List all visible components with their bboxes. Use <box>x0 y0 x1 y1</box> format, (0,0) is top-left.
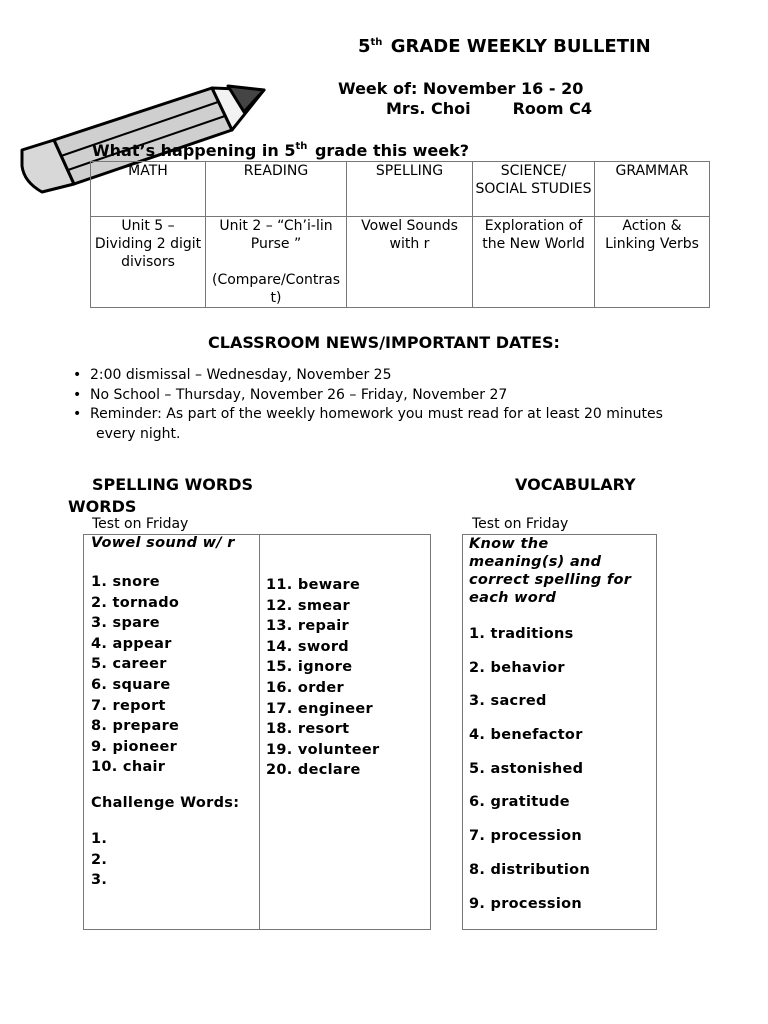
list-item: 13. repair <box>266 618 350 635</box>
list-item: 16. order <box>266 679 344 696</box>
list-item: 6. square <box>91 676 171 693</box>
spelling-subtitle: Vowel sound w/ r <box>91 535 235 551</box>
cell-grammar: Action & Linking Verbs <box>595 217 710 308</box>
cell-reading: Unit 2 – “Ch’i-lin Purse ” (Compare/Contrast) <box>206 217 347 308</box>
column-header-reading: READING <box>206 162 347 217</box>
challenge-words-label: Challenge Words: <box>91 795 240 811</box>
list-item: 9. pioneer <box>91 738 178 755</box>
spelling-heading-words: WORDS <box>68 497 137 516</box>
list-item: 2. tornado <box>91 594 180 611</box>
list-item: 3. <box>91 872 108 889</box>
vocabulary-test-note: Test on Friday <box>472 516 569 532</box>
list-item: 7. report <box>91 697 166 714</box>
list-item: 2. behavior <box>469 659 565 676</box>
column-header-math: MATH <box>91 162 206 217</box>
spelling-heading: SPELLING WORDS <box>92 475 253 494</box>
teacher-room: Mrs. Choi Room C4 <box>386 99 593 118</box>
column-header-grammar: GRAMMAR <box>595 162 710 217</box>
list-item: 1. snore <box>91 574 160 590</box>
list-item: • Reminder: As part of the weekly homework you must read for at least 20 minutes every night. <box>70 405 720 444</box>
list-item: 1. <box>91 831 108 847</box>
table-header-row <box>91 162 710 217</box>
vocabulary-heading: VOCABULARY <box>515 475 636 494</box>
list-item: 3. spare <box>91 615 160 632</box>
list-item: 6. gratitude <box>469 794 570 811</box>
column-header-spelling: SPELLING <box>347 162 473 217</box>
list-item: 19. volunteer <box>266 741 380 758</box>
vocabulary-list <box>469 624 590 927</box>
list-item: 9. procession <box>469 895 582 912</box>
list-item: 4. benefactor <box>469 727 583 744</box>
list-item: 17. engineer <box>266 700 373 717</box>
list-item: 4. appear <box>91 635 172 652</box>
table-row <box>91 217 710 308</box>
cell-spelling: Vowel Sounds with r <box>347 217 473 308</box>
list-item: 8. distribution <box>469 861 591 878</box>
page-title: 5th GRADE WEEKLY BULLETIN <box>358 36 651 57</box>
week-of: Week of: November 16 - 20 <box>338 79 584 98</box>
challenge-list <box>91 829 107 891</box>
list-item: • 2:00 dismissal – Wednesday, November 25 <box>70 366 720 386</box>
list-item: 15. ignore <box>266 659 353 676</box>
list-item: 14. sword <box>266 638 349 655</box>
spelling-list-left <box>91 572 179 778</box>
section-heading-this-week: What’s happening in 5th grade this week? <box>92 141 469 160</box>
list-item: 5. career <box>91 656 167 673</box>
list-item: 11. beware <box>266 577 361 593</box>
subjects-table <box>90 161 710 308</box>
list-item: 20. declare <box>266 762 361 779</box>
spelling-list-right <box>266 575 379 781</box>
list-item: 18. resort <box>266 721 350 738</box>
list-item: 12. smear <box>266 597 350 614</box>
cell-science: Exploration of the New World <box>473 217 595 308</box>
vocabulary-instructions: Know the meaning(s) and correct spelling for each word <box>469 536 632 606</box>
list-item: 3. sacred <box>469 693 547 710</box>
list-item: • No School – Thursday, November 26 – Friday, November 27 <box>70 386 720 406</box>
list-item: 7. procession <box>469 828 582 845</box>
spelling-test-note: Test on Friday <box>92 516 189 532</box>
list-item: 2. <box>91 851 108 868</box>
news-list <box>70 366 720 444</box>
list-item: 10. chair <box>91 759 166 776</box>
column-header-science: SCIENCE/ SOCIAL STUDIES <box>473 162 595 217</box>
list-item: 8. prepare <box>91 718 180 735</box>
cell-math: Unit 5 – Dividing 2 digit divisors <box>91 217 206 308</box>
list-item: 1. traditions <box>469 626 574 642</box>
news-heading: CLASSROOM NEWS/IMPORTANT DATES: <box>208 333 560 352</box>
list-item: 5. astonished <box>469 760 584 777</box>
spelling-divider <box>259 534 260 929</box>
